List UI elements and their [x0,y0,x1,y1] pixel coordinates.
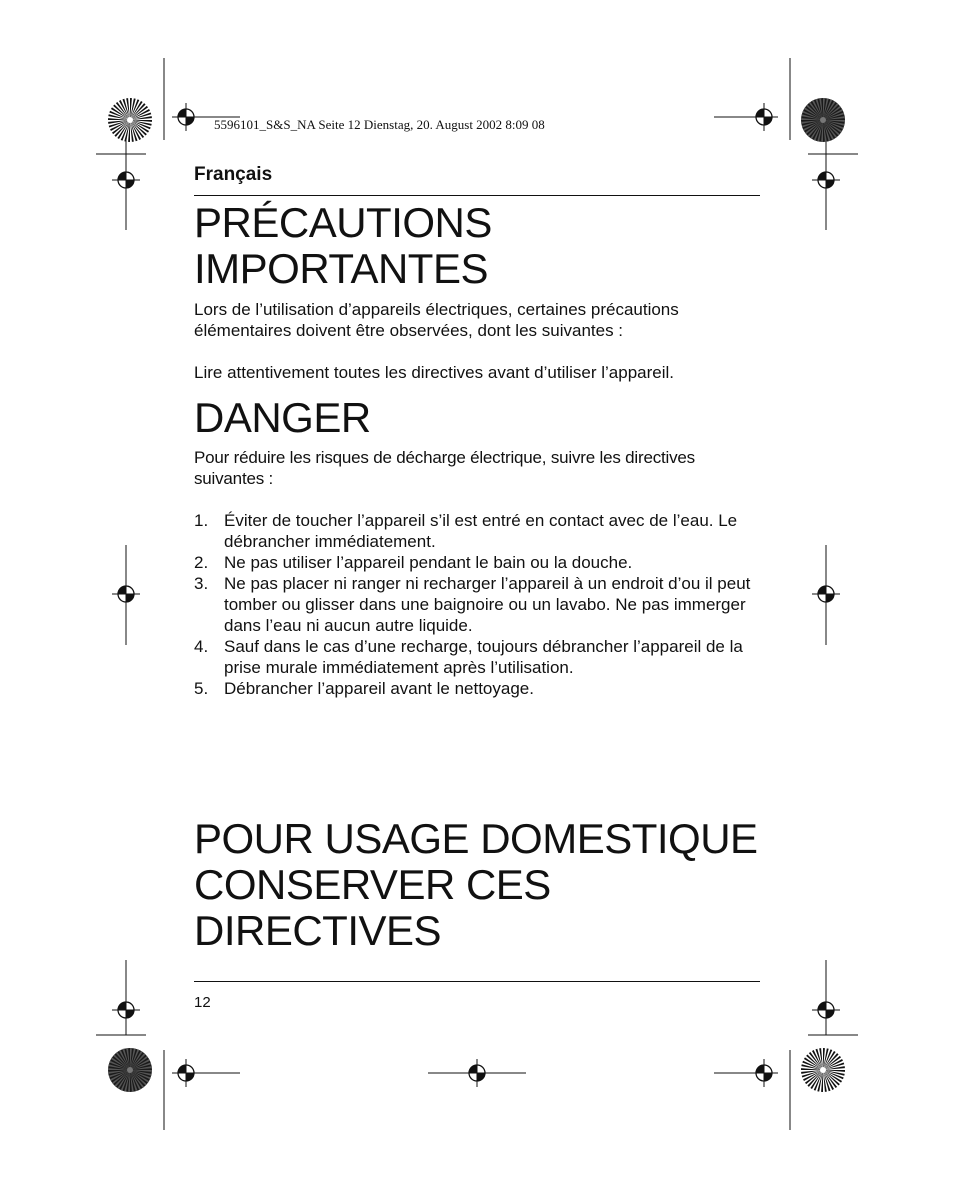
list-item-number: 5. [194,679,209,698]
title-line: PRÉCAUTIONS [194,199,492,246]
title-household-use [194,816,758,954]
title-important-precautions [194,200,492,292]
title-line: CONSERVER CES [194,861,551,908]
danger-instructions-list [194,510,764,699]
title-line: IMPORTANTES [194,245,488,292]
list-item-number: 3. [194,574,209,593]
print-info-header: 5596101_S&S_NA Seite 12 Dienstag, 20. August 2002 8:09 08 [214,117,545,132]
list-item [194,573,764,636]
read-all-paragraph: Lire attentivement toutes les directives avant d’utiliser l’appareil. [194,363,675,382]
bottom-rule [194,981,760,982]
title-line: POUR USAGE DOMESTIQUE [194,815,758,862]
language-section-label: Français [194,164,273,185]
title-danger: DANGER [194,394,371,441]
list-item [194,552,764,573]
danger-intro-paragraph: Pour réduire les risques de décharge électrique, suivre les directives suivantes : [194,448,695,488]
title-line: DIRECTIVES [194,907,442,954]
page-number: 12 [194,994,211,1011]
list-item-text: Sauf dans le cas d’une recharge, toujours débrancher l’appareil de la prise murale immédiatement après l’utilisation. [224,637,743,677]
list-item-number: 4. [194,637,209,656]
list-item-number: 1. [194,511,209,530]
list-item-text: Débrancher l’appareil avant le nettoyage. [224,679,534,698]
top-rule [194,195,760,196]
list-item [194,510,764,552]
list-item-text: Éviter de toucher l’appareil s’il est entré en contact avec de l’eau. Le débrancher immédiatement. [224,511,738,551]
list-item-text: Ne pas utiliser l’appareil pendant le bain ou la douche. [224,553,633,572]
list-item [194,636,764,678]
list-item-number: 2. [194,553,209,572]
list-item-text: Ne pas placer ni ranger ni recharger l’appareil à un endroit d’ou il peut tomber ou glisser dans une baignoire ou un lavabo. Ne pas immerger dans l’eau ni aucun autre liquide. [224,574,751,635]
list-item [194,678,764,699]
intro-paragraph: Lors de l’utilisation d’appareils électriques, certaines précautions élémentaires doivent être observées, dont les suivantes : [194,300,679,340]
